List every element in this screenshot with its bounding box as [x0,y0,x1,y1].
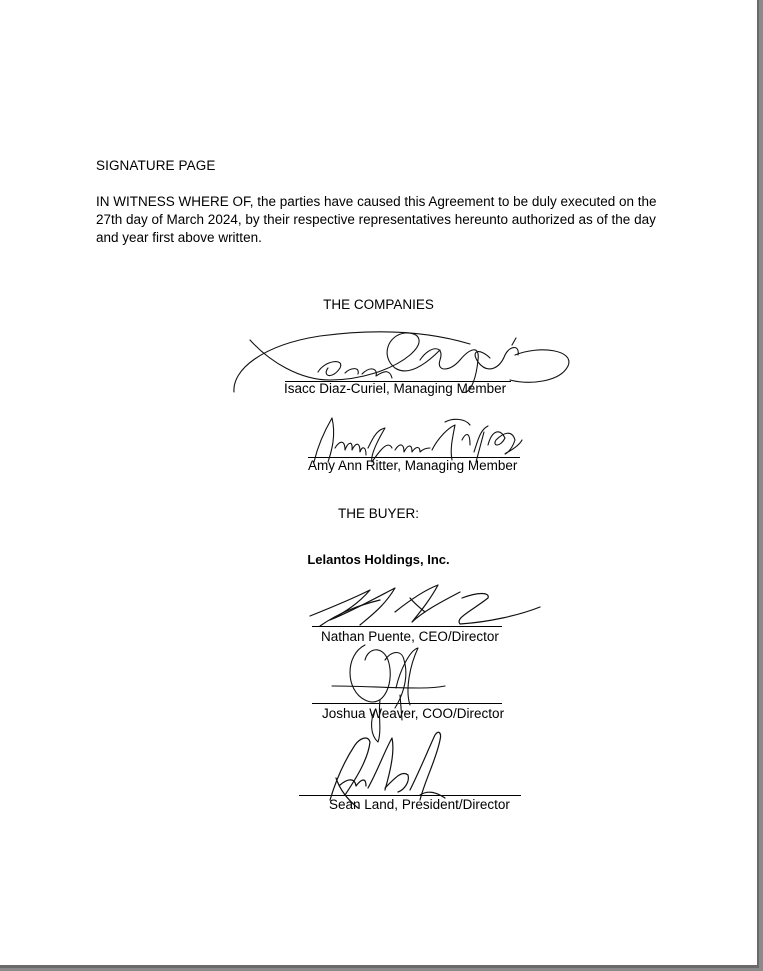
signature-4 [332,645,445,742]
signature-2 [314,418,522,462]
signature-line-3 [312,626,502,627]
signatory-label-5: Sean Land, President/Director [329,797,510,812]
signature-line-5 [299,795,521,796]
signatory-label-4: Joshua Weaver, COO/Director [322,706,505,721]
buyer-company-name: Lelantos Holdings, Inc. [307,552,450,567]
witness-paragraph: IN WITNESS WHERE OF, the parties have caused this Agreement to be duly executed on the 27th day of March 2024, by their respective representatives hereunto authorized as of the day and year first above written. [96,194,657,245]
signature-line-4 [312,703,502,704]
signatory-label-3: Nathan Puente, CEO/Director [321,629,499,644]
companies-heading: THE COMPANIES [323,297,434,312]
buyer-heading: THE BUYER: [337,506,419,521]
signatory-label-2: Amy Ann Ritter, Managing Member [308,458,518,473]
signature-3 [310,585,540,626]
signatory-label-1: Isacc Diaz-Curiel, Managing Member [284,381,507,396]
page-heading: SIGNATURE PAGE [96,158,216,173]
